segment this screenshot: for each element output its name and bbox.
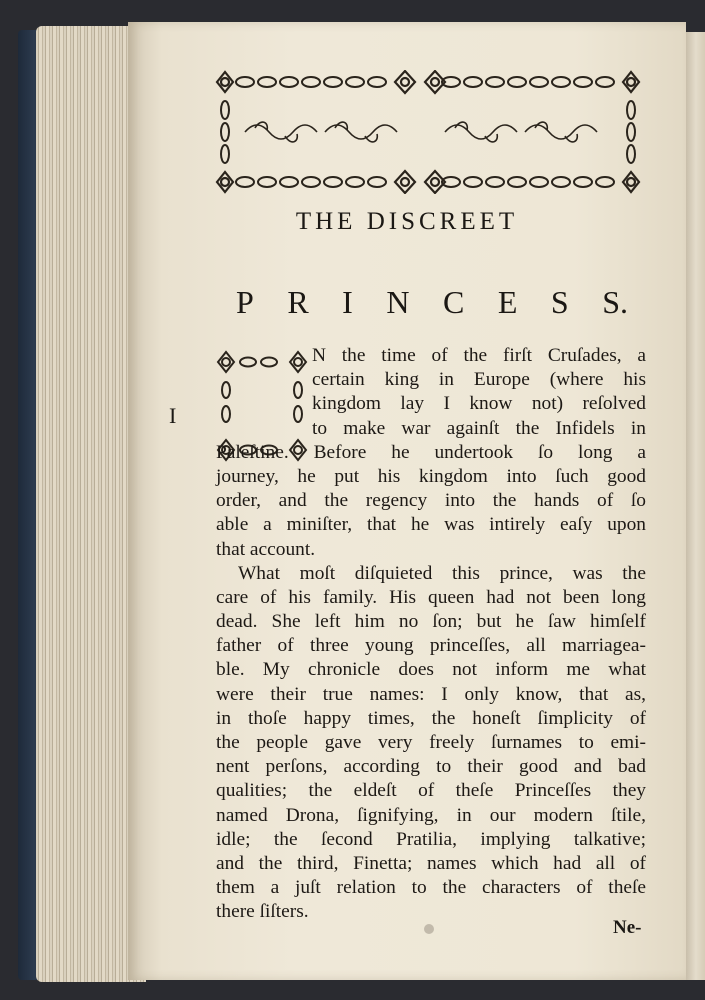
text-line: What moſt diſquieted this prince, was the: [238, 562, 646, 584]
title-letter: E: [497, 284, 518, 320]
text-line: dead. She left him no ſon; but he ſaw himſelf: [216, 611, 646, 633]
text-line: kingdom lay I know not) reſolved: [312, 393, 646, 415]
text-line: them a juſt relation to the characters of theſe: [216, 877, 646, 899]
text-line: to make war againſt the Infidels in: [312, 417, 646, 439]
title-letter: S: [550, 284, 569, 320]
text-line: idle; the ſecond Pratilia, implying talkative;: [216, 828, 646, 850]
text-line: journey, he put his kingdom into ſuch good: [216, 465, 646, 487]
text-line: father of three young princeſſes, all marriagea-: [216, 635, 646, 657]
title-line-1: THE DISCREET: [295, 208, 519, 235]
text-line: in thoſe happy times, the honeſt ſimplicity of: [216, 707, 646, 729]
text-line: the people gave very freely ſurnames to emi-: [216, 732, 646, 753]
body-text: [216, 344, 646, 925]
text-line: that account.: [216, 538, 316, 560]
catchword: Ne-: [613, 917, 642, 938]
text-line: Paleſtine. Before he undertook ſo long a: [216, 441, 646, 463]
title-line-2: [236, 284, 628, 321]
title-letter: N: [386, 284, 410, 320]
title-letter: P: [236, 284, 254, 320]
text-line: nent perſons, according to their good and bad: [216, 756, 646, 778]
text-line: qualities; the eldeſt of theſe Princeſſes they: [216, 780, 646, 802]
text-line: and the third, Finetta; names which had all of: [216, 852, 646, 874]
text-line: there ſiſters.: [216, 901, 309, 923]
ink-smudge: [424, 924, 434, 934]
decorative-headpiece: [215, 70, 641, 194]
text-line: ble. My chronicle does not inform me what: [216, 659, 646, 681]
book-page: [128, 22, 686, 980]
text-line: N the time of the firſt Cruſades, a: [312, 345, 646, 366]
title-letter: R: [287, 284, 309, 320]
text-line: able a miniſter, that he was intirely eaſy upon: [216, 514, 646, 536]
text-line: order, and the regency into the hands of ſo: [216, 490, 646, 512]
title-letter: I: [342, 284, 353, 320]
title-letter: S.: [602, 284, 628, 320]
text-line: named Drona, ſignifying, in our modern ſtile,: [216, 804, 646, 826]
text-line: certain king in Europe (where his: [312, 369, 646, 391]
text-line: were their true names: I only know, that as,: [216, 683, 646, 705]
title-letter: C: [442, 284, 465, 320]
drop-cap-letter: I: [169, 403, 177, 428]
text-line: care of his family. His queen had not been long: [216, 586, 646, 608]
